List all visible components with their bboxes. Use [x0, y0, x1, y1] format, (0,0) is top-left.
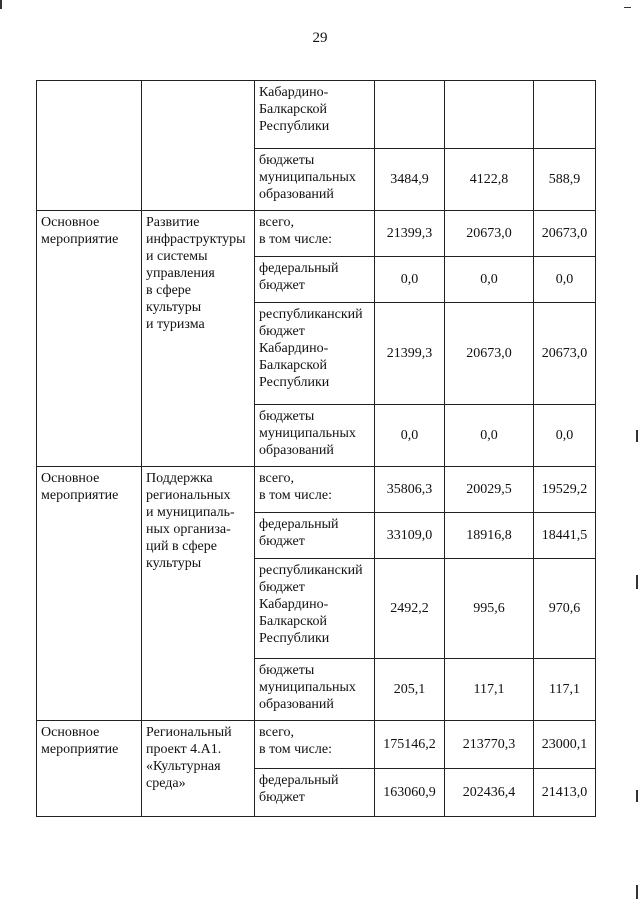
value-cell-year2: 20673,0 [445, 303, 534, 405]
event-name-cell: Региональный проект 4.А1. «Культурная среда» [142, 721, 255, 817]
event-type-cell [37, 81, 142, 211]
value-cell-year1: 2492,2 [375, 559, 445, 659]
budget-table [36, 80, 596, 817]
value-cell-year1: 33109,0 [375, 513, 445, 559]
table-row [37, 467, 596, 513]
value-cell-year1: 0,0 [375, 405, 445, 467]
scan-mark [636, 430, 638, 442]
value-cell-year3: 20673,0 [534, 303, 596, 405]
value-cell-year2: 20673,0 [445, 211, 534, 257]
event-name-cell: Поддержка региональных и муниципаль- ных организа- ций в сфере культуры [142, 467, 255, 721]
value-cell-year2: 213770,3 [445, 721, 534, 769]
value-cell-year2: 995,6 [445, 559, 534, 659]
value-cell-year1 [375, 81, 445, 149]
page-number: 29 [312, 30, 328, 46]
value-cell-year3: 20673,0 [534, 211, 596, 257]
value-cell-year1: 3484,9 [375, 149, 445, 211]
scan-mark [624, 7, 631, 8]
value-cell-year3: 0,0 [534, 405, 596, 467]
value-cell-year1: 163060,9 [375, 769, 445, 817]
value-cell-year2: 4122,8 [445, 149, 534, 211]
funding-source-cell: всего, в том числе: [255, 211, 375, 257]
table-row [37, 211, 596, 257]
scan-mark [636, 885, 638, 899]
funding-source-cell: всего, в том числе: [255, 467, 375, 513]
funding-source-cell: республиканский бюджет Кабардино- Балкарской Республики [255, 303, 375, 405]
value-cell-year1: 175146,2 [375, 721, 445, 769]
value-cell-year3: 0,0 [534, 257, 596, 303]
value-cell-year1: 0,0 [375, 257, 445, 303]
value-cell-year3: 588,9 [534, 149, 596, 211]
table-row [37, 81, 596, 149]
value-cell-year2: 20029,5 [445, 467, 534, 513]
value-cell-year3: 117,1 [534, 659, 596, 721]
value-cell-year2: 202436,4 [445, 769, 534, 817]
value-cell-year1: 205,1 [375, 659, 445, 721]
event-type-cell: Основное мероприятие [37, 467, 142, 721]
event-name-cell [142, 81, 255, 211]
value-cell-year2: 0,0 [445, 405, 534, 467]
table-row [37, 721, 596, 769]
value-cell-year3 [534, 81, 596, 149]
value-cell-year2: 0,0 [445, 257, 534, 303]
funding-source-cell: всего, в том числе: [255, 721, 375, 769]
value-cell-year3: 970,6 [534, 559, 596, 659]
event-name-cell: Развитие инфраструктуры и системы управления в сфере культуры и туризма [142, 211, 255, 467]
value-cell-year2 [445, 81, 534, 149]
funding-source-cell: бюджеты муниципальных образований [255, 659, 375, 721]
value-cell-year1: 21399,3 [375, 303, 445, 405]
funding-source-cell: республиканский бюджет Кабардино- Балкарской Республики [255, 559, 375, 659]
funding-source-cell: федеральный бюджет [255, 769, 375, 817]
funding-source-cell: федеральный бюджет [255, 513, 375, 559]
event-type-cell: Основное мероприятие [37, 721, 142, 817]
value-cell-year3: 19529,2 [534, 467, 596, 513]
value-cell-year2: 18916,8 [445, 513, 534, 559]
scan-mark [636, 790, 638, 802]
event-type-cell: Основное мероприятие [37, 211, 142, 467]
value-cell-year3: 18441,5 [534, 513, 596, 559]
value-cell-year3: 21413,0 [534, 769, 596, 817]
value-cell-year1: 35806,3 [375, 467, 445, 513]
scan-mark [636, 575, 638, 589]
value-cell-year2: 117,1 [445, 659, 534, 721]
value-cell-year1: 21399,3 [375, 211, 445, 257]
value-cell-year3: 23000,1 [534, 721, 596, 769]
funding-source-cell: бюджеты муниципальных образований [255, 149, 375, 211]
funding-source-cell: федеральный бюджет [255, 257, 375, 303]
funding-source-cell: бюджеты муниципальных образований [255, 405, 375, 467]
funding-source-cell: Кабардино- Балкарской Республики [255, 81, 375, 149]
scan-mark [0, 0, 2, 9]
